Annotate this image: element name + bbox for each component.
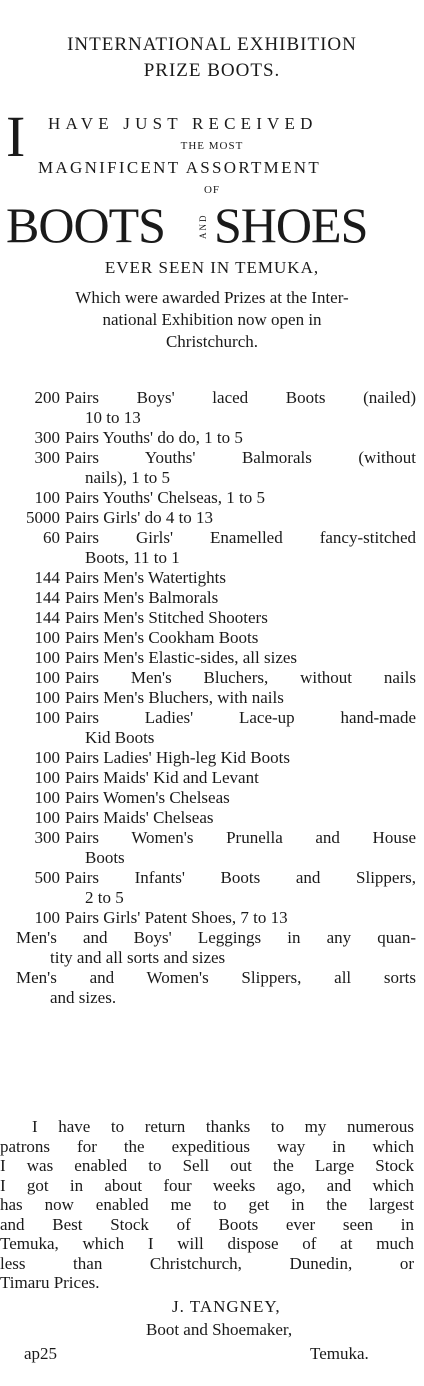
item-description: Pairs Men's Bluchers, with nails: [65, 688, 284, 707]
item-quantity: 100: [34, 748, 60, 767]
item-description: Pairs Women's Chelseas: [65, 788, 230, 807]
subhead-line-2: Which were awarded Prizes at the Inter-: [75, 288, 349, 307]
paragraph-line: I have to return thanks to my numerous: [32, 1117, 414, 1136]
extra-item-continuation: and sizes.: [50, 988, 117, 1007]
list-item: [0, 808, 424, 828]
item-list: [0, 388, 424, 1008]
item-continuation: nails), 1 to 5: [85, 468, 170, 487]
item-quantity: 300: [34, 428, 60, 447]
item-quantity: 500: [34, 868, 60, 887]
header-line-1: INTERNATIONAL EXHIBITION: [67, 34, 357, 55]
extra-item-continuation: tity and all sorts and sizes: [50, 948, 226, 967]
intro-line-4: OF: [203, 184, 221, 196]
list-item: [0, 828, 424, 848]
extra-item: Men's and Boys' Leggings in any quan-: [16, 928, 416, 947]
item-description: Pairs Maids' Chelseas: [65, 808, 214, 827]
item-description: Pairs Women's Prunella and House: [65, 828, 416, 847]
item-description: Pairs Men's Cookham Boots: [65, 628, 259, 647]
item-description: Pairs Girls' Patent Shoes, 7 to 13: [65, 908, 288, 927]
list-item: [0, 388, 424, 408]
item-quantity: 100: [34, 788, 60, 807]
item-quantity: 100: [34, 768, 60, 787]
insertion-code: ap25: [24, 1344, 58, 1363]
item-quantity: 100: [34, 488, 60, 507]
list-item: [0, 708, 424, 728]
list-item: [0, 588, 424, 608]
item-continuation: Kid Boots: [85, 728, 155, 747]
list-item: [0, 608, 424, 628]
item-description: Pairs Men's Elastic-sides, all sizes: [65, 648, 298, 667]
item-quantity: 60: [43, 528, 60, 547]
subhead-line-3: national Exhibition now open in: [102, 310, 322, 329]
intro-line-1: HAVE JUST RECEIVED: [48, 114, 318, 133]
list-item: [0, 688, 424, 708]
list-item: [0, 788, 424, 808]
signature-place: Temuka.: [310, 1344, 369, 1363]
list-item: [0, 868, 424, 888]
list-item: [0, 448, 424, 468]
item-quantity: 100: [34, 808, 60, 827]
headline-and: AND: [198, 213, 208, 239]
list-item: [0, 648, 424, 668]
item-quantity: 300: [34, 448, 60, 467]
item-description: Pairs Ladies' Lace-up hand-made: [65, 708, 416, 727]
extra-item: Men's and Women's Slippers, all sorts: [16, 968, 416, 987]
item-description: Pairs Ladies' High-leg Kid Boots: [65, 748, 290, 767]
list-item: [0, 908, 424, 928]
item-quantity: 200: [34, 388, 60, 407]
headline-boots: BOOTS: [6, 197, 165, 253]
list-item: [0, 668, 424, 688]
subhead-line-4: Christchurch.: [165, 332, 259, 351]
item-quantity: 100: [34, 668, 60, 687]
headline-shoes: SHOES: [214, 197, 368, 253]
item-continuation: Boots, 11 to 1: [85, 548, 180, 567]
paragraph-line: I got in about four weeks ago, and which: [0, 1175, 414, 1195]
item-description: Pairs Youths' Balmorals (without: [65, 448, 416, 467]
list-item: [0, 568, 424, 588]
item-continuation: 10 to 13: [85, 408, 141, 427]
paragraph-line: Temuka, which I will dispose of at much: [0, 1234, 414, 1253]
header-line-2: PRIZE BOOTS.: [143, 60, 281, 81]
item-description: Pairs Boys' laced Boots (nailed): [65, 388, 416, 407]
item-quantity: 100: [34, 708, 60, 727]
list-item: [0, 768, 424, 788]
item-quantity: 144: [34, 568, 60, 587]
list-item: [0, 748, 424, 768]
paragraph-line: patrons for the expeditious way in which: [0, 1136, 414, 1156]
item-quantity: 100: [34, 628, 60, 647]
item-continuation: Boots: [85, 848, 125, 867]
item-description: Pairs Youths' do do, 1 to 5: [65, 428, 243, 447]
item-description: Pairs Girls' do 4 to 13: [65, 508, 214, 527]
paragraph-line: has now enabled me to get in the largest: [0, 1195, 414, 1214]
paragraph-line: less than Christchurch, Dunedin, or: [0, 1253, 414, 1273]
intro-line-2: THE MOST: [180, 140, 244, 152]
list-item: [0, 628, 424, 648]
item-quantity: 300: [34, 828, 60, 847]
paragraph-line: and Best Stock of Boots ever seen in: [0, 1214, 414, 1234]
list-item: [0, 428, 424, 448]
item-quantity: 100: [34, 908, 60, 927]
item-quantity: 144: [34, 588, 60, 607]
item-quantity: 144: [34, 608, 60, 627]
notice-paragraph: [0, 1117, 414, 1293]
item-quantity: 100: [34, 688, 60, 707]
item-description: Pairs Youths' Chelseas, 1 to 5: [65, 488, 265, 507]
item-description: Pairs Men's Watertights: [65, 568, 226, 587]
item-continuation: 2 to 5: [85, 888, 124, 907]
item-quantity: 100: [34, 648, 60, 667]
intro-line-3: MAGNIFICENT ASSORTMENT: [38, 158, 322, 177]
list-item: [0, 508, 424, 528]
paragraph-line: I was enabled to Sell out the Large Stock: [0, 1156, 414, 1175]
signature-name: J. TANGNEY,: [172, 1297, 281, 1316]
item-description: Pairs Girls' Enamelled fancy-stitched: [65, 528, 416, 547]
list-item: [0, 528, 424, 548]
subhead-line-1: EVER SEEN IN TEMUKA,: [104, 258, 320, 277]
signature-title: Boot and Shoemaker,: [146, 1320, 293, 1339]
item-description: Pairs Men's Balmorals: [65, 588, 219, 607]
item-quantity: 5000: [26, 508, 60, 527]
item-description: Pairs Infants' Boots and Slippers,: [65, 868, 416, 887]
item-description: Pairs Maids' Kid and Levant: [65, 768, 259, 787]
list-item: [0, 488, 424, 508]
paragraph-line: Timaru Prices.: [0, 1273, 100, 1292]
item-description: Pairs Men's Bluchers, without nails: [65, 668, 416, 687]
drop-cap: I: [6, 104, 26, 169]
item-description: Pairs Men's Stitched Shooters: [65, 608, 268, 627]
